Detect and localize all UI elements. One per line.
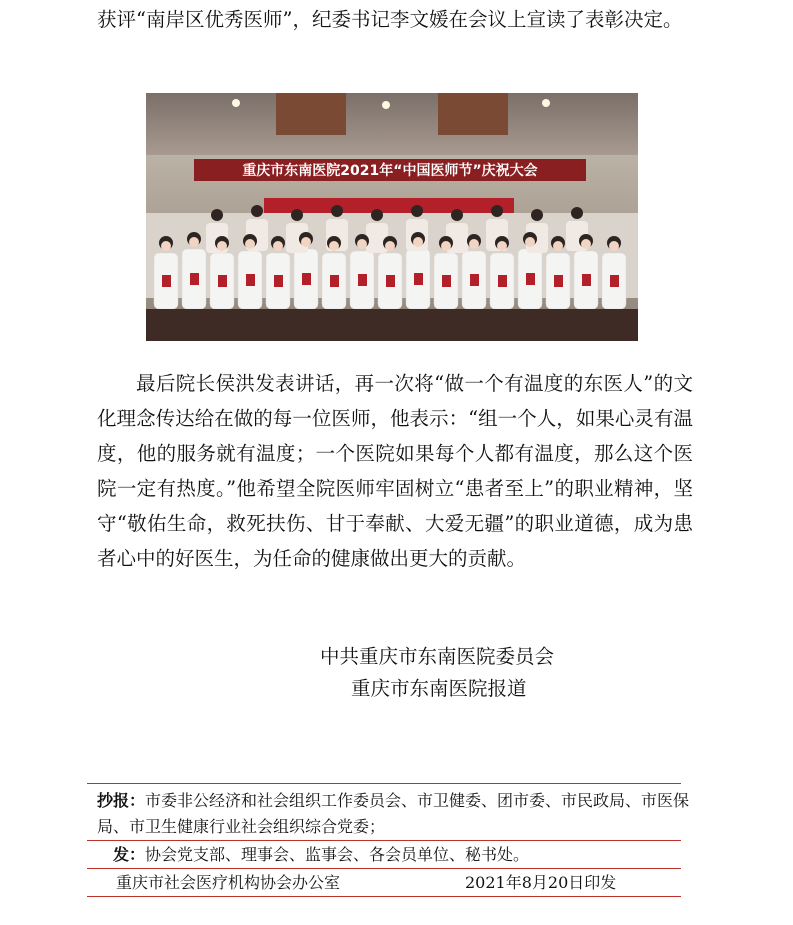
- divider-top: [87, 783, 681, 784]
- footer-issue-date: 2021年8月20日印发: [465, 873, 617, 892]
- cc-label: 抄报：: [97, 791, 146, 810]
- signature-report: 重庆市东南医院报道: [351, 677, 527, 700]
- paragraph-award-decision: 获评“南岸区优秀医师”，纪委书记李文媛在会议上宣读了表彰决定。: [97, 8, 683, 31]
- divider-middle: [87, 840, 681, 841]
- cc-text: 市委非公经济和社会组织工作委员会、市卫健委、团市委、市民政局、市医保局、市卫生健康行业社会组织综合党委；: [97, 791, 690, 836]
- ceremony-photo: [146, 93, 638, 341]
- divider-bottom: [87, 896, 681, 897]
- paragraph-president-speech: 最后院长侯洪发表讲话，再一次将“做一个有温度的东医人”的文化理念传达给在做的每一位医师，他表示：“组一个人，如果心灵有温度，他的服务就有温度；一个医院如果每个人都有温度，那么这个医院一定有热度。”他希望全院医师牢固树立“患者至上”的职业精神，坚守“敬佑生命，救死扶伤、甘于奉献、大爱无疆”的职业道德，成为患者心中的好医生，为任命的健康做出更大的贡献。: [97, 372, 693, 570]
- signature-committee: 中共重庆市东南医院委员会: [320, 645, 555, 668]
- banner-text: 重庆市东南医院2021年“中国医师节”庆祝大会: [242, 163, 538, 179]
- distribution-send: [97, 842, 690, 868]
- distribution-cc: [97, 788, 690, 840]
- divider-lower: [87, 868, 681, 869]
- send-text: 协会党支部、理事会、监事会、各会员单位、秘书处。: [145, 845, 530, 864]
- footer-organization: 重庆市社会医疗机构协会办公室: [116, 873, 341, 892]
- ceremony-photo-image: [146, 93, 638, 341]
- send-label: 发：: [113, 845, 146, 864]
